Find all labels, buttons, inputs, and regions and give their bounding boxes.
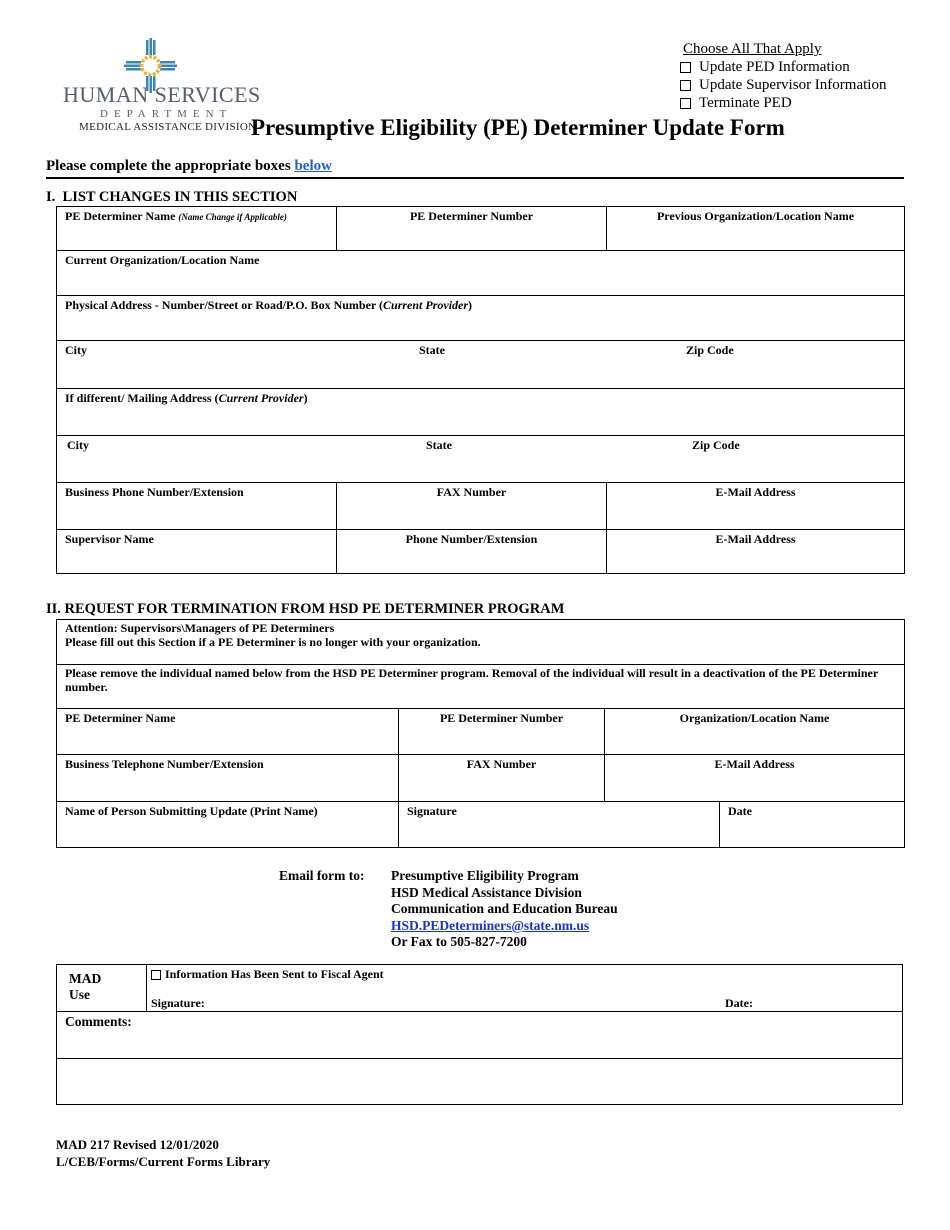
logo-line2: DEPARTMENT xyxy=(100,108,233,120)
term-fax-field[interactable]: FAX Number xyxy=(399,755,605,802)
pe-name-field[interactable]: PE Determiner Name (Name Change if Applicable) xyxy=(57,207,337,251)
physical-address-field[interactable]: Physical Address - Number/Street or Road/P.O. Box Number (Current Provider) xyxy=(57,296,905,341)
submitter-name-field[interactable]: Name of Person Submitting Update (Print Name) xyxy=(57,802,399,848)
mad-use-info xyxy=(147,965,903,1012)
city-state-zip-row[interactable] xyxy=(57,341,905,389)
option-update-supervisor[interactable]: Update Supervisor Information xyxy=(680,76,886,94)
email-link[interactable]: HSD.PEDeterminers@state.nm.us xyxy=(391,917,590,933)
supervisor-email-field[interactable]: E-Mail Address xyxy=(607,530,905,574)
below-link[interactable]: below xyxy=(294,158,332,174)
removal-text: Please remove the individual named below from the HSD PE Determiner program. Removal of the individual will result in a deactivation of the PE Determiner number. xyxy=(57,665,905,709)
section1-title: I. LIST CHANGES IN THIS SECTION xyxy=(46,189,298,205)
logo-line3: MEDICAL ASSISTANCE DIVISION xyxy=(79,121,257,133)
form-library-path: L/CEB/Forms/Current Forms Library xyxy=(56,1153,271,1169)
zip-label: Zip Code xyxy=(692,438,740,452)
mailing-address-field[interactable]: If different/ Mailing Address (Current Provider) xyxy=(57,389,905,436)
city-label: City xyxy=(67,438,89,452)
state-label: State xyxy=(426,438,452,452)
term-email-field[interactable]: E-Mail Address xyxy=(605,755,905,802)
term-pe-number-field[interactable]: PE Determiner Number xyxy=(399,709,605,755)
option-terminate-ped[interactable]: Terminate PED xyxy=(680,94,886,112)
option-update-ped[interactable]: Update PED Information xyxy=(680,58,886,76)
term-org-field[interactable]: Organization/Location Name xyxy=(605,709,905,755)
email-field[interactable]: E-Mail Address xyxy=(607,483,905,530)
page-title: Presumptive Eligibility (PE) Determiner Update Form xyxy=(251,115,785,140)
checkbox-icon[interactable] xyxy=(680,62,691,73)
form-revision: MAD 217 Revised 12/01/2020 xyxy=(56,1137,219,1152)
divider xyxy=(46,177,904,179)
mad-use-label: MAD Use xyxy=(57,965,147,1012)
choose-heading: Choose All That Apply xyxy=(683,41,822,57)
checkbox-icon[interactable] xyxy=(680,80,691,91)
email-to-label: Email form to: xyxy=(279,868,365,883)
mad-use-table xyxy=(56,964,903,1105)
comments-area[interactable] xyxy=(57,1059,903,1105)
city-label: City xyxy=(65,343,87,357)
business-phone-field[interactable]: Business Phone Number/Extension xyxy=(57,483,337,530)
section2-title: II. REQUEST FOR TERMINATION FROM HSD PE DETERMINER PROGRAM xyxy=(46,601,565,617)
term-biz-tel-field[interactable]: Business Telephone Number/Extension xyxy=(57,755,399,802)
supervisor-phone-field[interactable]: Phone Number/Extension xyxy=(337,530,607,574)
comments-field[interactable]: Comments: xyxy=(57,1012,903,1059)
checkbox-icon[interactable] xyxy=(151,970,161,980)
state-label: State xyxy=(419,343,445,357)
attention-text: Attention: Supervisors\Managers of PE Determiners Please fill out this Section if a PE Determiner is no longer with your organization. xyxy=(57,620,905,665)
email-to-address: Presumptive Eligibility Program HSD Medical Assistance Division Communication and Education Bureau HSD.PEDeterminers@state.nm.us Or Fax to 505-827-7200 xyxy=(391,868,618,949)
supervisor-name-field[interactable]: Supervisor Name xyxy=(57,530,337,574)
zip-label: Zip Code xyxy=(686,343,734,357)
choose-box xyxy=(680,40,886,112)
mad-signature-label[interactable]: Signature: xyxy=(151,996,205,1010)
sent-checkbox[interactable]: Information Has Been Sent to Fiscal Agent xyxy=(151,967,384,982)
logo-line1: HUMAN SERVICES xyxy=(63,82,261,107)
instruction: Please complete the appropriate boxes below xyxy=(46,158,332,174)
checkbox-icon[interactable] xyxy=(680,98,691,109)
section2-table xyxy=(56,619,905,848)
signature-field[interactable]: Signature xyxy=(399,802,720,848)
hsd-logo xyxy=(62,38,261,138)
current-org-field[interactable]: Current Organization/Location Name xyxy=(57,251,905,296)
mad-date-label[interactable]: Date: xyxy=(725,996,753,1010)
fax-field[interactable]: FAX Number xyxy=(337,483,607,530)
prev-org-field[interactable]: Previous Organization/Location Name xyxy=(607,207,905,251)
section1-table xyxy=(56,206,905,574)
footer xyxy=(56,1137,270,1170)
term-pe-name-field[interactable]: PE Determiner Name xyxy=(57,709,399,755)
date-field[interactable]: Date xyxy=(720,802,905,848)
pe-number-field[interactable]: PE Determiner Number xyxy=(337,207,607,251)
mailing-city-state-zip-row[interactable] xyxy=(57,436,905,483)
